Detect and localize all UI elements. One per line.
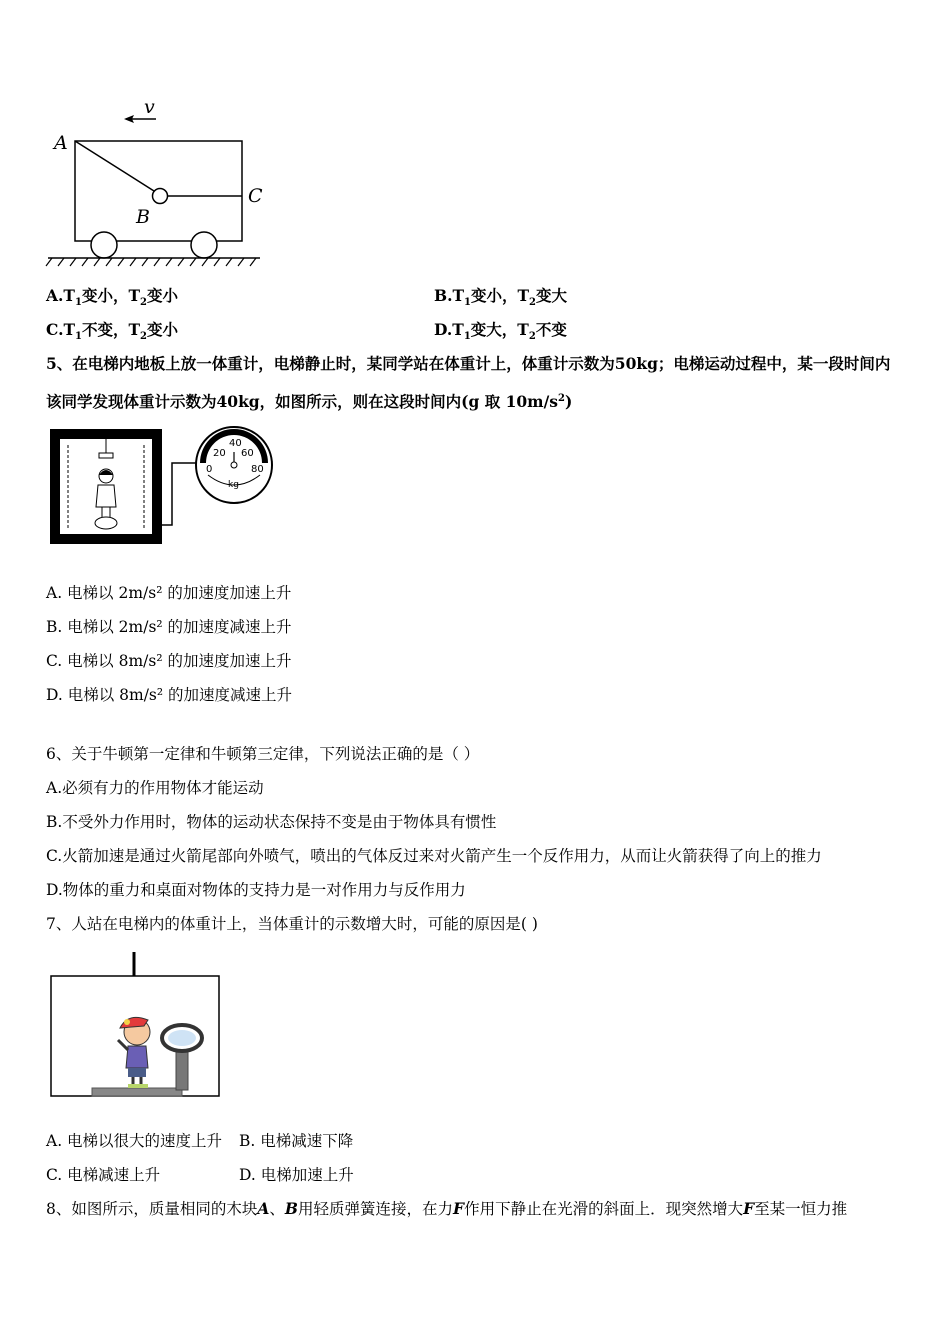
- q4-option-a[interactable]: $A.T_1$变小，$T_2$变小: [46, 286, 178, 309]
- dial-tick-40: 40: [229, 438, 242, 449]
- q4-option-b[interactable]: $B.T_1$变小，$T_2$变大: [434, 286, 568, 309]
- q7-option-c[interactable]: C. 电梯减速上升: [46, 1166, 161, 1184]
- dial-tick-60: 60: [241, 448, 254, 459]
- point-b-label: B: [136, 206, 150, 228]
- point-a-label: A: [54, 132, 68, 154]
- boy-on-scale-figure: [48, 950, 226, 1100]
- velocity-label: v: [144, 96, 155, 118]
- q6-stem: 6、关于牛顿第一定律和牛顿第三定律，下列说法正确的是（ ）: [46, 745, 480, 763]
- q5-stem-line1: 5、在电梯内地板上放一体重计，电梯静止时，某同学站在体重计上，体重计示数为50kg；电梯运动过程中，某一段时间内: [46, 354, 891, 373]
- q6-option-b[interactable]: B.不受外力作用时，物体的运动状态保持不变是由于物体具有惯性: [46, 813, 497, 831]
- q6-option-d[interactable]: D.物体的重力和桌面对物体的支持力是一对作用力与反作用力: [46, 881, 466, 899]
- q6-option-c[interactable]: C.火箭加速是通过火箭尾部向外喷气，喷出的气体反过来对火箭产生一个反作用力，从而让火箭获得了向上的推力: [46, 847, 822, 865]
- q5-option-d[interactable]: D. 电梯以 8m/s² 的加速度减速上升: [46, 686, 293, 704]
- elevator-scale-figure: [48, 425, 278, 550]
- q7-option-a[interactable]: A. 电梯以很大的速度上升: [46, 1132, 223, 1150]
- q5-stem-line2: 该同学发现体重计示数为40kg，如图所示，则在这段时间内(g 取 $10m/s^2$): [46, 392, 573, 411]
- q5-option-b[interactable]: B. 电梯以 2m/s² 的加速度减速上升: [46, 618, 292, 636]
- dial-unit: kg: [228, 480, 239, 490]
- dial-tick-20: 20: [213, 448, 226, 459]
- q4-option-c[interactable]: $C.T_1$不变，$T_2$变小: [46, 320, 178, 343]
- q7-option-b[interactable]: B. 电梯减速下降: [239, 1132, 354, 1150]
- dial-tick-0: 0: [206, 464, 213, 475]
- q4-option-d[interactable]: $D.T_1$变大，$T_2$不变: [434, 320, 567, 343]
- dial-tick-80: 80: [251, 464, 264, 475]
- point-c-label: C: [248, 185, 263, 207]
- q7-stem: 7、人站在电梯内的体重计上，当体重计的示数增大时，可能的原因是( ): [46, 915, 538, 933]
- q5-option-a[interactable]: A. 电梯以 2m/s² 的加速度加速上升: [46, 584, 292, 602]
- q5-option-c[interactable]: C. 电梯以 8m/s² 的加速度加速上升: [46, 652, 292, 670]
- q7-option-d[interactable]: D. 电梯加速上升: [239, 1166, 354, 1184]
- q6-option-a[interactable]: A.必须有力的作用物体才能运动: [46, 779, 264, 797]
- q8-stem: 8、如图所示，质量相同的木块A、B用轻质弹簧连接，在力F作用下静止在光滑的斜面上．现突然增大F至某一恒力推: [46, 1199, 848, 1218]
- cart-figure: [44, 94, 274, 274]
